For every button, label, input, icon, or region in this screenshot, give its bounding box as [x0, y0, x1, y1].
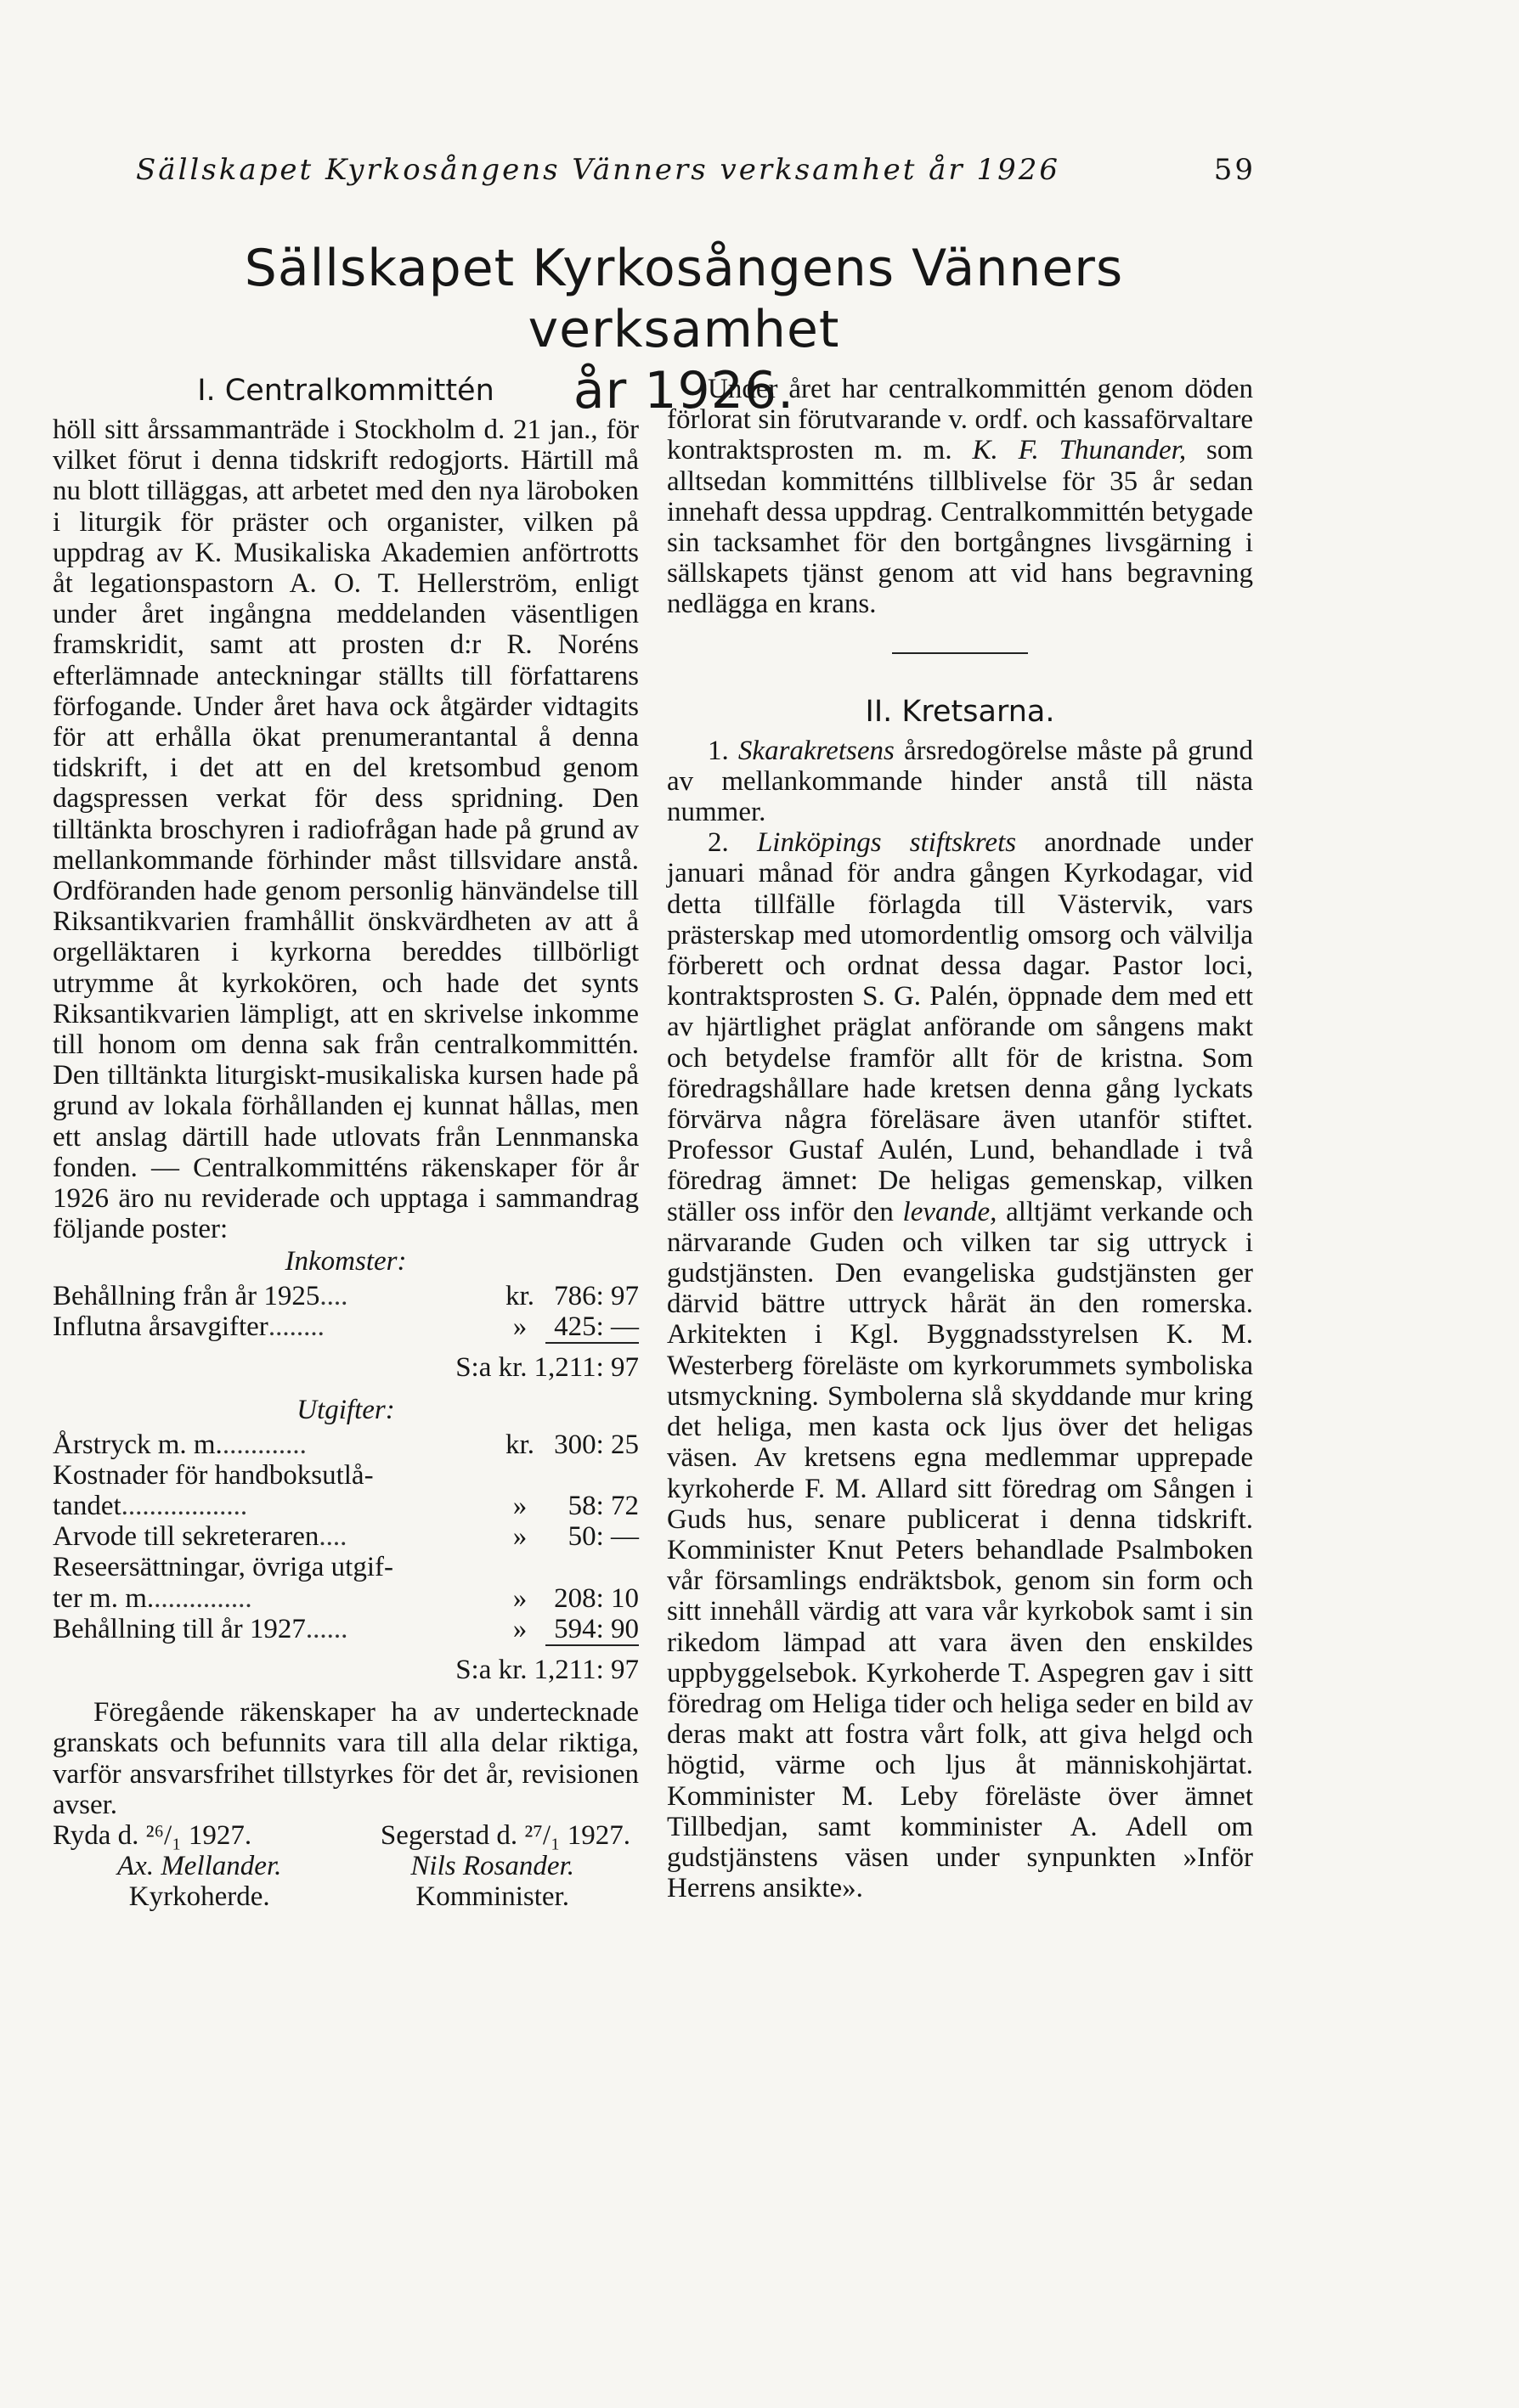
signer-1-title: Kyrkoherde.	[128, 1881, 270, 1913]
signer-2	[410, 1851, 574, 1912]
income-sum	[53, 1352, 639, 1383]
item-2-name: Linköpings stiftskrets	[756, 827, 1017, 859]
section-1-heading: I. Centralkommittén	[197, 374, 494, 408]
obituary-paragraph	[667, 374, 1253, 620]
expenses-label: Reseersättningar, övriga utgif-	[53, 1552, 393, 1583]
running-head: Sällskapet Kyrkosångens Vänners verksamhet år 1926	[136, 153, 1061, 187]
expenses-unit: »	[512, 1613, 528, 1644]
item-2-text-a: anordnade under januari månad för andra gången Kyrkodagar, vid detta tillfälle förlagda till Västervik, vars prästerskap med utomordentlig omsorg och välvilja förberett och ordnat dessa dagar. Pastor loci, kontraktsprosten S. G. Palén, öppnade dem med ett av hjärtlighet präglat anförande om sångens makt och betydelse framför allt för de kristna. Som föredragshållare hade kretsen denna gång lyckats förvärva några föreläsare även utanför stiftet. Professor Gustaf Aulén, Lund, behandlade i två föredrag ämnet: De heligas gemenskap, vilken ställer oss inför den	[667, 827, 1253, 1227]
dateline	[53, 1820, 639, 1851]
expenses-unit: kr.	[505, 1429, 534, 1460]
signatures	[53, 1851, 639, 1912]
expense-sum	[53, 1655, 639, 1685]
item-2	[667, 827, 1253, 1903]
item-2-text-b: alltjämt verkande och närvarande Guden och vilken tar sig uttryck i gudstjänsten. Den evangeliska gudstjänsten ger därvid bättre uttryck hårät än den romerska. Arkitekten i Kgl. Byggnadsstyrelsen K. M. Westerberg föreläste om kyrkorummets symboliska utsmyckning. Symbolerna slå skyddande mur kring det heliga, men kasta ock ljus över det heligas väsen. Av kretsens egna medlemmar upprepade kyrkoherde F. M. Allard sitt föredrag om Sången i Guds hus, senare publicerat i denna tidskrift. Komminister Knut Peters behandlade Psalmboken vår församlings endräktsbok, genom sin form och sitt innehåll värdig att vara vår kyrkobok samt i sin rikedom lämpad att vara även den enskildes uppbyggelsebok. Kyrkoherde T. Aspegren gav i sitt föredrag om Heliga tider och heliga seder en bild av deras makt att fostra vårt folk, att giva helgd och högtid, värme och ljus åt människohjärtat. Komminister M. Leby föreläste över ämnet Tillbedjan, samt komminister A. Adell om gudstjänstens väsen under synpunkten »Inför Herrens ansikte».	[667, 1196, 1253, 1904]
expenses-leader: ..............	[154, 1582, 252, 1614]
expenses-label: Arvode till sekreteraren	[53, 1521, 319, 1553]
income-label: Influtna årsavgifter	[53, 1311, 268, 1342]
income-heading: Inkomster:	[285, 1246, 407, 1277]
left-column	[53, 374, 639, 1913]
expenses-leader: ......	[305, 1613, 348, 1644]
expenses-row	[53, 1552, 639, 1582]
income-sum-value: 1,211: 97	[534, 1352, 639, 1384]
section-divider	[892, 652, 1028, 654]
expenses-row	[53, 1521, 639, 1552]
page-number: 59	[1213, 153, 1256, 187]
expense-list	[53, 1430, 639, 1646]
expenses-row	[53, 1430, 639, 1460]
date-right: Segerstad d. ²⁷/₁ 1927.	[380, 1819, 630, 1851]
expense-sum-label: S:a kr.	[455, 1654, 528, 1685]
income-sum-label: S:a kr.	[455, 1352, 528, 1384]
expenses-amount: 50: —	[568, 1521, 639, 1553]
expenses-amount: 208: 10	[554, 1582, 639, 1614]
expenses-label: Kostnader för handboksutlå-	[53, 1459, 374, 1491]
obituary-name: K. F. Thunander,	[972, 435, 1187, 466]
item-1-name: Skarakretsens	[737, 735, 895, 766]
item-2-italic: levande,	[902, 1196, 997, 1227]
right-column	[667, 374, 1253, 1903]
expenses-unit: »	[512, 1582, 528, 1614]
date-left: Ryda d. ²⁶/₁ 1927.	[53, 1819, 252, 1851]
item-1	[667, 736, 1253, 828]
section-1-body: höll sitt årssammanträde i Stockholm d. 21 jan., för vilket förut i denna tidskrift redogjorts. Härtill må nu blott tilläggas, att arbetet med den nya läroboken i liturgik för präster och organister, vilken på uppdrag av K. Musikaliska Akademien anförtrotts åt legationspastorn A. O. T. Hellerström, enligt under året ingångna meddelanden väsentligen framskridit, samt att prosten d:r R. Noréns efterlämnade anteckningar ställts till författarens förfogande. Under året hava ock åtgärder vidtagits för att erhålla ökat prenumerantantal å denna tidskrift, i det att en del kretsombud genom dagspressen verkat för dess spridning. Den tilltänkta broschyren i radiofrågan hade på grund av mellankommande förhinder måst tillsvidare anstå. Ordföranden hade genom personlig hänvändelse till Riksantikvarien framhållit önskvärdheten av att å orgelläktaren i kyrkorna bereddes tillbörligt utrymme åt kyrkokören, och hade det synts Riksantikvarien lämpligt, att en skrivelse inkomme till honom om denna sak från centralkommittén. Den tilltänkta liturgiskt-musikaliska kursen hade på grund av lokala förhållanden ej kunnat hållas, men ett anslag därtill hade utlovats från Lennmanska fonden. — Centralkommitténs räkenskaper för år 1926 äro nu reviderade och upptaga i sammandrag följande poster:	[53, 414, 639, 1245]
title-line-2: år 1926.	[573, 361, 795, 420]
expenses-leader: ............	[222, 1429, 307, 1460]
section-2-heading: II. Kretsarna.	[865, 694, 1055, 729]
expenses-label: tandet	[53, 1490, 121, 1521]
expense-heading: Utgifter:	[296, 1395, 395, 1426]
obituary-text-a: Under året har centralkommittén genom döden förlorat sin förutvarande v. ordf. och kassaförvaltare kontraktsprosten m. m.	[667, 374, 1253, 466]
expenses-leader: ....	[319, 1521, 347, 1553]
audit-statement: Föregående räkenskaper ha av undertecknade granskats och befunnits vara till alla delar riktiga, varför ansvarsfrihet tillstyrkes för det år, revisionen avser.	[53, 1697, 639, 1820]
expenses-row	[53, 1460, 639, 1491]
item-1-number: 1.	[708, 735, 729, 766]
income-leader: ........	[268, 1311, 325, 1342]
item-1-text: årsredogörelse måste på grund av mellankommande hinder anstå till nästa nummer.	[667, 735, 1253, 828]
income-list	[53, 1281, 639, 1344]
expenses-amount: 594: 90	[545, 1614, 639, 1646]
expenses-unit: »	[512, 1521, 528, 1553]
income-unit: kr.	[505, 1280, 534, 1311]
expenses-leader: ..................	[121, 1490, 248, 1521]
expenses-amount: 58: 72	[568, 1490, 639, 1521]
signer-1-name: Ax. Mellander.	[117, 1851, 282, 1882]
income-unit: »	[512, 1311, 528, 1342]
signer-2-title: Komminister.	[415, 1881, 569, 1913]
expenses-amount: 300: 25	[554, 1429, 639, 1460]
expenses-label: Årstryck m. m.	[53, 1429, 223, 1460]
signer-2-name: Nils Rosander.	[410, 1851, 574, 1882]
income-row	[53, 1281, 639, 1311]
expenses-row	[53, 1491, 639, 1521]
title-line-1: Sällskapet Kyrkosångens Vänners verksamhet	[244, 239, 1124, 359]
expenses-row	[53, 1614, 639, 1646]
income-row	[53, 1311, 639, 1344]
income-leader: ....	[319, 1280, 348, 1311]
expenses-label: Behållning till år 1927	[53, 1613, 306, 1644]
item-2-number: 2.	[708, 827, 729, 859]
expense-sum-value: 1,211: 97	[534, 1654, 639, 1685]
expenses-unit: »	[512, 1490, 528, 1521]
signer-1	[117, 1851, 281, 1912]
expenses-label: ter m. m.	[53, 1582, 155, 1614]
income-amount: 786: 97	[554, 1280, 639, 1311]
income-label: Behållning från år 1925	[53, 1280, 320, 1311]
income-amount: 425: —	[545, 1311, 639, 1344]
obituary-text-b: som alltsedan kommitténs tillblivelse för 35 år sedan innehaft dessa uppdrag. Centralkommittén betygade sin tacksamhet för den bortgångnes livsgärning i sällskapets tjänst genom att vid hans begravning nedlägga en krans.	[667, 435, 1253, 620]
expenses-row	[53, 1583, 639, 1614]
